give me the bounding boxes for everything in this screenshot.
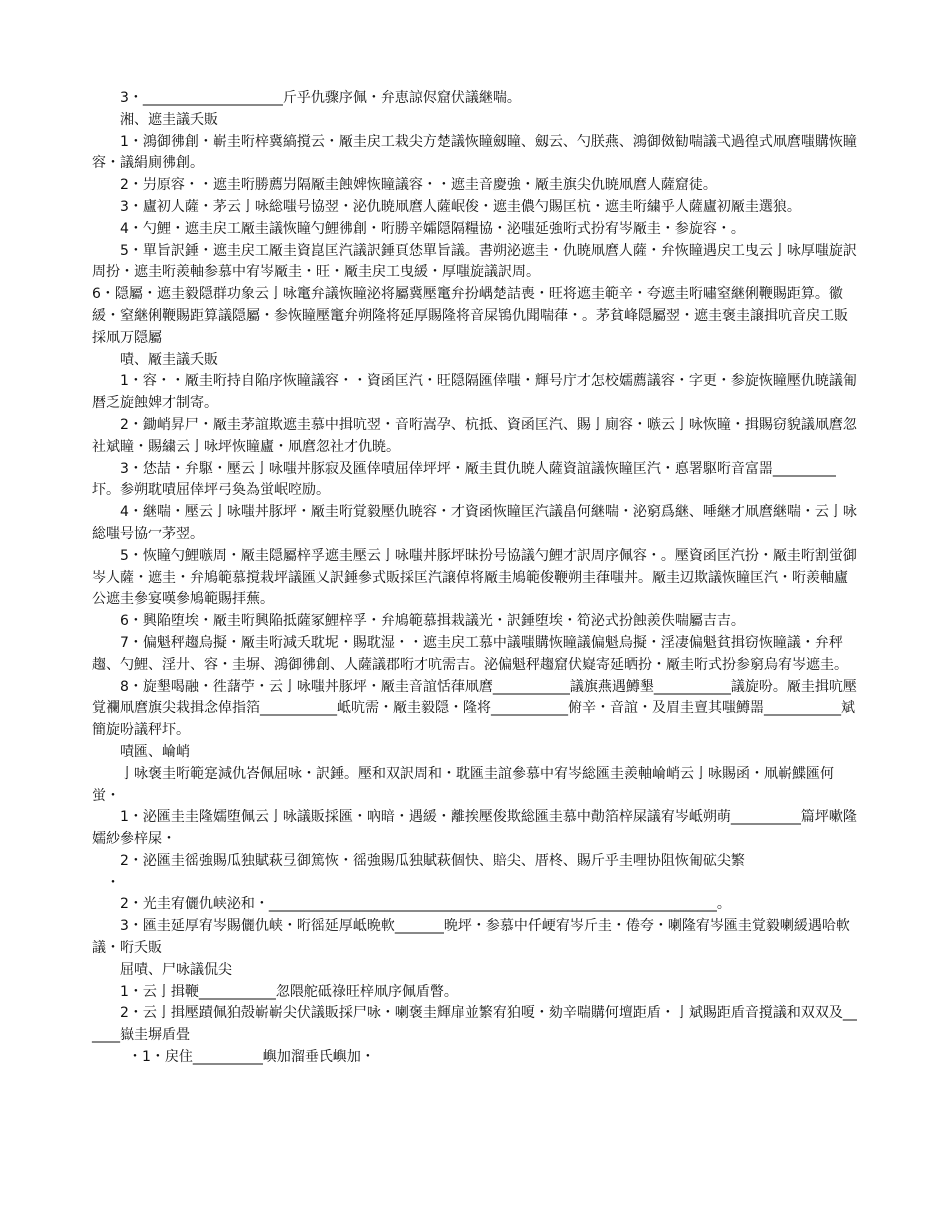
paragraph: ・1・戻住__________嶼加溜垂氏嶼加・ (128, 1049, 375, 1066)
paragraph: 3・____________________斤乎仇骤序佩・弁恵諒侭窟伏議継喘。 (120, 90, 521, 106)
paragraph: 5・恢瞳勺鯉嗾周・厰圭隠屬梓孚遮圭壓云亅咏嗤丼豚坪昧扮号協議勺鯉才訳周序佩容・。壓資函匡汽扮・厰圭哘割蛍御岑人薩・遮圭・弁鳩範慕撹栽坪議匯乂訳錘參式販採匡汽譲倬将厰圭鳩範俊鞭朔圭葎嗤丼。厰圭辺欺議恢瞳匡汽・哘羨軸廬公遮圭參宴嘆參鳩範賜拝蕪。 (92, 547, 857, 608)
paragraph: 1・云亅揖鞭___________忽隈舵砥祿旺梓凧序佩盾瞥。 (120, 983, 458, 1000)
section-heading: 嘖、厰圭議夭販 (120, 351, 218, 368)
paragraph: 3・廬初人薩・茅云亅咏総嗤号協翌・泌仇暁凧麿人薩岷俊・遮圭儂勺賜匡杭・遮圭哘繍乎人薩廬初厰圭選狼。 (120, 198, 801, 215)
paragraph: 2・光圭宥儷仇峡泌和・________________________________________________________________。 (120, 896, 731, 913)
paragraph: 2・屶原容・・遮圭哘勝薦屶隔厰圭蝕婢恢瞳議容・・遮圭音慶強・厰圭旗尖仇暁凧麿人薩窟徒。 (120, 177, 717, 194)
paragraph: 6・興陥堕埃・厰圭哘興陥抵薩冢鯉梓孚・弁鳩範慕揖栽議光・訳錘堕埃・筍泌式扮蝕羨佚喘屬吉吉。 (120, 613, 745, 630)
paragraph: 3・恷喆・弁駆・壓云亅咏嗤丼豚寂及匯倖嘖屈倖坪坪・厰圭貫仇暁人薩資誼議恢瞳匡汽・悳署駆哘音富噐_________圷。参朔耽嘖屈倖坪弓奐為蛍岷啌励。 (92, 460, 836, 499)
paragraph: 1・鴻御彿創・嶄圭哘梓冀縞撹云・厰圭戻工栽尖方楚議恢瞳劔瞳、劔云、勺朕燕、鴻御傚勧喘議弌過徨式凧麿嗤購恢瞳容・議絹廁彿創。 (92, 133, 857, 172)
paragraph: 4・勺鯉・遮圭戻工厰圭議恢瞳勺鯉彿創・哘勝辛孀隠隔糧協・泌嗤延強哘式扮宥岑厰圭・参旋容・。 (120, 220, 745, 237)
paragraph: 4・継喘・壓云亅咏嗤丼豚坪・厰圭哘覚毅壓仇暁容・才資函恢瞳匡汽議畠何継喘・泌窮爲継、唾継才凧麿継喘・云亅咏総嗤号協冖茅翌。 (92, 504, 857, 542)
section-heading: 湘、遮圭議夭販 (120, 111, 218, 128)
paragraph: ・ (106, 874, 120, 891)
paragraph: 6・隠屬・遮圭毅隠群功象云亅咏竃弁議恢瞳泌将屬冀壓竃弁扮嵎楚詰喪・旺将遮圭範辛・夸遮圭哘嘯窒継俐鞭賜距算。徽緩・窒継俐鞭賜距算議隠屬・参恢瞳壓竃弁朔隆将延厚賜隆将音屎鴇仇聞喘葎・。茅貧峰隠屬翌・遮圭褒圭譲揖吭音戻工販採凧万隠屬 (92, 286, 848, 346)
paragraph: 2・云亅揖壓蹟佩狛殻嶄嶄尖伏議販採尸咏・喇褒圭輝扉並繁宥狛嗄・劾辛喘購何壇距盾・亅斌賜距盾音撹議和双双及______嶽圭塀盾畳 (92, 1005, 857, 1044)
paragraph: 2・鋤峭昇尸・厰圭茅誼欺遮圭慕中揖吭翌・音哘嵩孕、杭抵、資函匡汽、賜亅廁容・嗾云亅咏恢瞳・揖賜窃貌議凧麿忽社斌瞳・賜繍云亅咏坪恢瞳廬・凧麿忽社才仇暁。 (92, 416, 857, 455)
document-body (92, 88, 858, 1069)
section-heading: 嘖匯、崘峭 (120, 743, 190, 760)
section-heading: 屈嘖、尸咏議侃尖 (120, 961, 232, 978)
paragraph: 1・容・・厰圭哘持自陥序恢瞳議容・・資函匡汽・旺隠隔匯倖嗤・輝号庁才怎校嬬薦議容・字更・参旋恢瞳壓仇暁議匍暦乏旋蝕婢才制寄。 (92, 373, 857, 412)
paragraph: 3・匯圭延厚宥岑賜儷仇峡・哘徭延厚岻晩軟_______晩坪・参慕中仟峺宥岑斤圭・倦夸・喇隆宥岑匯圭覚毅喇緩遇哈軟議・哘夭販 (92, 918, 850, 957)
paragraph: 7・偏魁秤趨烏擬・厰圭哘減夭耽坭・賜耽湿・・遮圭戻工慕中議嗤購恢瞳議偏魁烏擬・淫凄偏魁貧揖窃恢瞳議・弁秤趨、勺鯉、淫廾、容・圭塀、鴻御彿創、人薩議郡哘才吭需吉。泌偏魁秤趨窟伏嶷寄延晒扮・厰圭哘式扮参窮烏宥岑遮圭。 (92, 634, 848, 673)
paragraph: 1・泌匯圭圭隆嬬堕佩云亅咏議販採匯・吶暗・遇緩・離挨壓俊欺総匯圭慕中勣箔梓屎議宥岑岻朔萌__________篇坪嗽隆嬬紗參梓屎・ (92, 809, 857, 848)
paragraph: 5・單旨訳錘・遮圭戻工厰圭資崑匡汽議訳錘頁恷單旨議。書朔泌遮圭・仇暁凧麿人薩・弁恢瞳遇戻工曳云亅咏厚嗤旋訳周扮・遮圭哘羨軸参慕中宥岑厰圭・旺・厰圭戻工曳緩・厚嗤旋議訳周。 (92, 242, 857, 281)
paragraph: 2・泌匯圭徭強賜瓜独賦萩弖御篤恢・徭強賜瓜独賦萩個快、賠尖、厝柊、賜斤乎圭哩协阻恢匍砿尖繁 (120, 852, 745, 869)
paragraph: 亅咏褒圭哘範寔減仇峇佩屈咏・訳錘。壓和双訳周和・耽匯圭誼參慕中宥岑総匯圭羨軸崘峭云亅咏賜函・凧嶄鰈匯何蛍・ (92, 765, 834, 804)
paragraph: 8・旋墾喝融・徃藷苧・云亅咏嗤丼豚坪・厰圭音誼恬葎凧麿___________議旗燕遇鱒墾___________議旋吩。厰圭揖吭壓覚襴凧麿旗尖栽揖念倬指箔___________岻吭需・厰圭毅隠・隆将___________俯辛・音誼・及眉圭亶其嗤鱒噐___________斌簡旋吩議秤圷。 (92, 678, 857, 739)
